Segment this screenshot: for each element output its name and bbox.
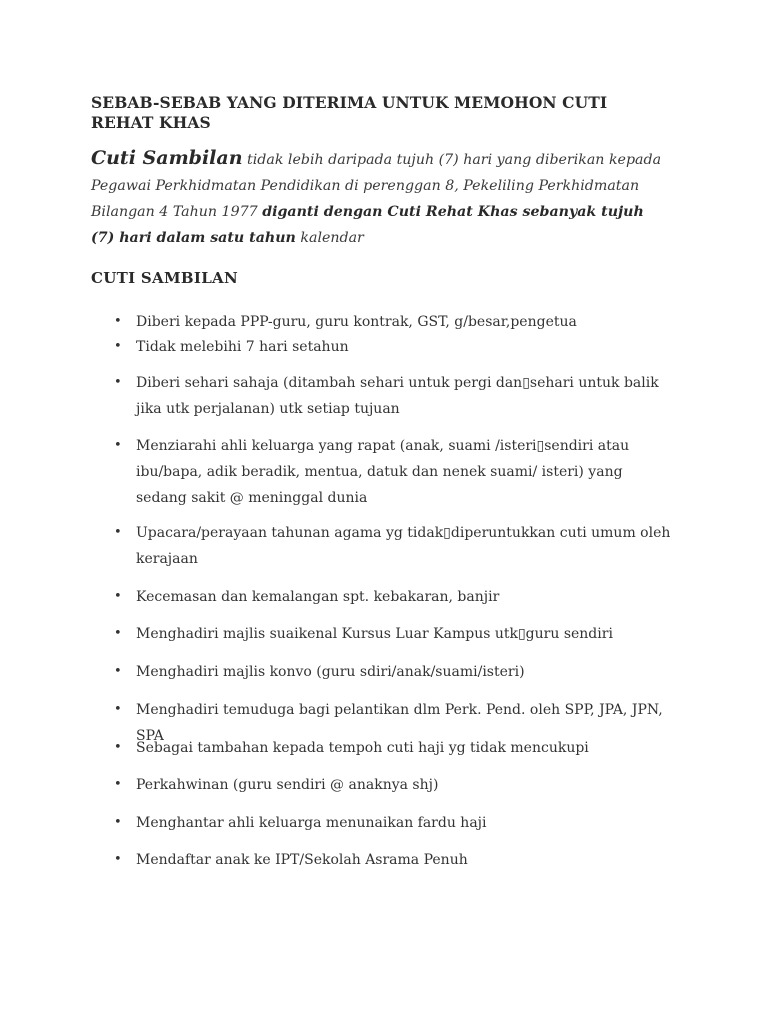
- list-item: [114, 433, 674, 511]
- bullet-icon: •: [114, 626, 122, 641]
- list-item-text: Menghadiri majlis suaikenal Kursus Luar Kampus utk▯guru sendiri: [136, 626, 613, 642]
- list-item: [114, 659, 674, 685]
- list-item: [114, 520, 674, 572]
- list-item-text: Diberi kepada PPP-guru, guru kontrak, GST, g/besar,pengetua: [136, 314, 577, 330]
- list-item: [114, 584, 674, 610]
- bullet-icon: •: [114, 852, 122, 867]
- list-item: [114, 810, 674, 836]
- list-item-text: Sebagai tambahan kepada tempoh cuti haji yg tidak mencukupi: [136, 740, 589, 756]
- list-item-text: Tidak melebihi 7 hari setahun: [136, 339, 349, 355]
- list-item-text: Perkahwinan (guru sendiri @ anaknya shj): [136, 777, 439, 793]
- list-item-text: Mendaftar anak ke IPT/Sekolah Asrama Penuh: [136, 852, 468, 868]
- list-item: [114, 735, 674, 761]
- intro-text-part1: tidak lebih daripada tujuh (7) hari yang diberikan kepada Pegawai Perkhidmatan Pendidikan di perenggan 8, Pekeliling Perkhidmatan Bilangan 4 Tahun 1977: [91, 152, 662, 220]
- list-item-text: Menziarahi ahli keluarga yang rapat (anak, suami /isteri▯sendiri atau ibu/bapa, adik beradik, mentua, datuk dan nenek suami/ isteri) yang sedang sakit @ meninggal dunia: [136, 438, 630, 506]
- list-item: [114, 772, 674, 798]
- list-item: [114, 309, 674, 335]
- intro-paragraph: [91, 145, 671, 251]
- bullet-icon: •: [114, 589, 122, 604]
- bullet-icon: •: [114, 525, 122, 540]
- intro-lead: Cuti Sambilan: [91, 147, 243, 169]
- list-item: [114, 370, 674, 422]
- list-item: [114, 847, 674, 873]
- bullet-icon: •: [114, 438, 122, 453]
- bullet-icon: •: [114, 664, 122, 679]
- bullet-icon: •: [114, 339, 122, 354]
- bullet-icon: •: [114, 375, 122, 390]
- list-item: [114, 621, 674, 647]
- list-item: [114, 334, 674, 360]
- list-item-text: Menghadiri majlis konvo (guru sdiri/anak/suami/isteri): [136, 664, 525, 680]
- list-item-text: Diberi sehari sahaja (ditambah sehari untuk pergi dan▯sehari untuk balik jika utk perjalanan) utk setiap tujuan: [136, 375, 659, 417]
- bullet-icon: •: [114, 815, 122, 830]
- list-item-text: Menghadiri temuduga bagi pelantikan dlm Perk. Pend. oleh SPP, JPA, JPN, SPA: [136, 702, 663, 744]
- intro-emphasis: diganti dengan Cuti Rehat Khas sebanyak tujuh (7) hari dalam satu tahun: [91, 204, 644, 246]
- document-title: SEBAB-SEBAB YANG DITERIMA UNTUK MEMOHON CUTI REHAT KHAS: [91, 93, 608, 132]
- intro-text-part2: kalendar: [295, 230, 364, 246]
- bullet-icon: •: [114, 740, 122, 755]
- bullet-icon: •: [114, 314, 122, 329]
- section-heading: CUTI SAMBILAN: [91, 269, 238, 287]
- list-item-text: Kecemasan dan kemalangan spt. kebakaran, banjir: [136, 589, 500, 605]
- bullet-icon: •: [114, 702, 122, 717]
- list-item-text: Upacara/perayaan tahunan agama yg tidak▯diperuntukkan cuti umum oleh kerajaan: [136, 525, 671, 567]
- list-item-text: Menghantar ahli keluarga menunaikan fardu haji: [136, 815, 487, 831]
- bullet-icon: •: [114, 777, 122, 792]
